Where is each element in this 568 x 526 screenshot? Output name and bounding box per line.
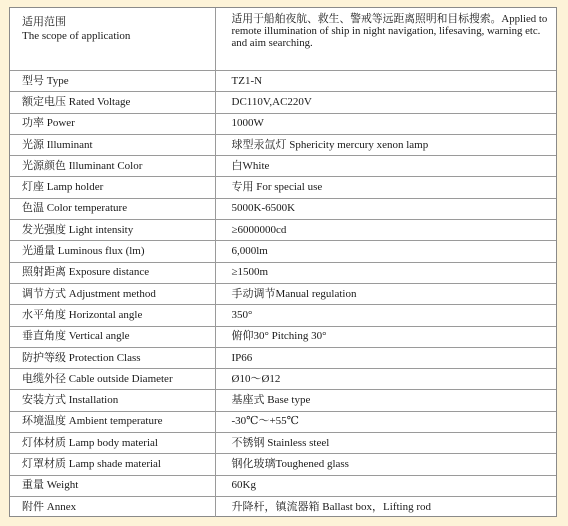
- spec-label: 附件 Annex: [10, 496, 215, 517]
- scope-label-en: The scope of application: [22, 30, 131, 42]
- spec-value: 白White: [215, 156, 556, 177]
- table-row: [10, 411, 556, 432]
- spec-value: Ø10～Ø12: [215, 369, 556, 390]
- spec-label: 功率 Power: [10, 113, 215, 134]
- spec-value: DC110V,AC220V: [215, 92, 556, 113]
- spec-value: 基座式 Base type: [215, 390, 556, 411]
- table-row: [10, 369, 556, 390]
- table-row: [10, 454, 556, 475]
- spec-label: 光源 Illuminant: [10, 134, 215, 155]
- table-row: [10, 283, 556, 304]
- table-row: [10, 496, 556, 517]
- table-row-scope: [10, 8, 556, 71]
- spec-label: 电缆外径 Cable outside Diameter: [10, 369, 215, 390]
- spec-value: 60Kg: [215, 475, 556, 496]
- spec-table: [10, 8, 556, 517]
- spec-value: 球型汞氙灯 Sphericity mercury xenon lamp: [215, 134, 556, 155]
- table-row: [10, 198, 556, 219]
- spec-value: 1000W: [215, 113, 556, 134]
- table-row: [10, 390, 556, 411]
- table-row: [10, 134, 556, 155]
- spec-value: IP66: [215, 347, 556, 368]
- spec-value: ≥6000000cd: [215, 220, 556, 241]
- spec-value: TZ1-N: [215, 71, 556, 92]
- spec-value: 5000K-6500K: [215, 198, 556, 219]
- table-row: [10, 113, 556, 134]
- scope-label-cell: [10, 8, 215, 71]
- table-row: [10, 156, 556, 177]
- spec-label: 光源颜色 Illuminant Color: [10, 156, 215, 177]
- spec-value: 不锈钢 Stainless steel: [215, 433, 556, 454]
- table-row: [10, 71, 556, 92]
- scope-value: 适用于船舶夜航、救生、警戒等远距离照明和目标搜索。Applied to remote illumination of ship in night navigation, lifesaving, warning etc. and aim searching.: [215, 8, 556, 71]
- table-row: [10, 262, 556, 283]
- table-row: [10, 326, 556, 347]
- spec-label: 光通量 Luminous flux (lm): [10, 241, 215, 262]
- spec-label: 额定电压 Rated Voltage: [10, 92, 215, 113]
- table-row: [10, 347, 556, 368]
- table-row: [10, 475, 556, 496]
- spec-value: 手动调节Manual regulation: [215, 283, 556, 304]
- spec-value: -30℃～+55℃: [215, 411, 556, 432]
- spec-label: 垂直角度 Vertical angle: [10, 326, 215, 347]
- spec-label: 灯体材质 Lamp body material: [10, 433, 215, 454]
- spec-value: 升降杆，镇流器箱 Ballast box，Lifting rod: [231, 500, 432, 513]
- table-row: [10, 241, 556, 262]
- spec-label: 灯座 Lamp holder: [10, 177, 215, 198]
- spec-value: 350°: [215, 305, 556, 326]
- scope-label-zh: 适用范围: [22, 16, 66, 28]
- table-row: [10, 433, 556, 454]
- spec-value: 俯仰30° Pitching 30°: [215, 326, 556, 347]
- spec-label: 安装方式 Installation: [10, 390, 215, 411]
- spec-label: 防护等级 Protection Class: [10, 347, 215, 368]
- table-row: [10, 177, 556, 198]
- spec-value: 钢化玻璃Toughened glass: [215, 454, 556, 475]
- spec-label: 色温 Color temperature: [10, 198, 215, 219]
- spec-value: 专用 For special use: [215, 177, 556, 198]
- spec-label: 型号 Type: [10, 71, 215, 92]
- spec-label: 水平角度 Horizontal angle: [10, 305, 215, 326]
- spec-value: 6,000lm: [215, 241, 556, 262]
- spec-label: 调节方式 Adjustment method: [10, 283, 215, 304]
- table-row: [10, 305, 556, 326]
- spec-label: 重量 Weight: [10, 475, 215, 496]
- spec-value: ≥1500m: [215, 262, 556, 283]
- table-row: [10, 220, 556, 241]
- spec-label: 环境温度 Ambient temperature: [10, 411, 215, 432]
- spec-label: 照射距离 Exposure distance: [10, 262, 215, 283]
- spec-sheet: [9, 7, 557, 517]
- spec-label: 发光强度 Light intensity: [10, 220, 215, 241]
- spec-label: 灯罩材质 Lamp shade material: [10, 454, 215, 475]
- table-row: [10, 92, 556, 113]
